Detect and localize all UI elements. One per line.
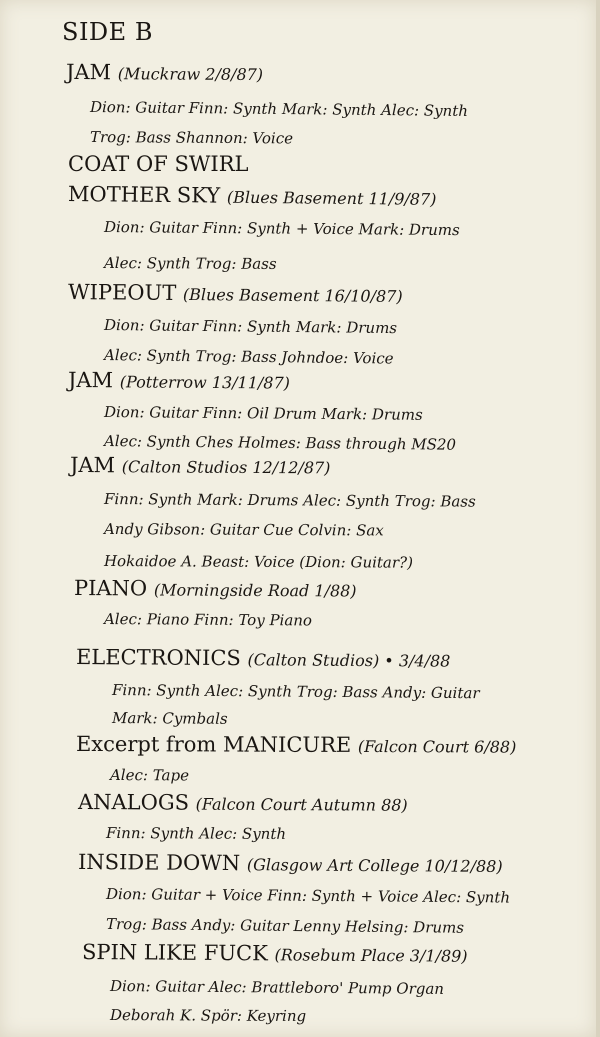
track-title (76, 732, 516, 758)
personnel-credits: Dion: Guitar Finn: Synth + Voice Mark: Drums (103, 218, 460, 240)
track-venue-date: (Rosebum Place 3/1/89) (274, 945, 468, 966)
track-title (68, 368, 290, 394)
personnel-credits: Alec: Synth Trog: Bass (103, 254, 277, 273)
track-venue-date: (Calton Studios 12/12/87) (121, 457, 331, 478)
track-venue-date: (Blues Basement 16/10/87) (182, 285, 403, 306)
track-title (66, 60, 263, 85)
personnel-credits: Dion: Guitar Finn: Synth Mark: Synth Alec: Synth (89, 98, 469, 120)
track-venue-date: (Glasgow Art College 10/12/88) (246, 855, 503, 876)
track-name: PIANO (73, 576, 148, 601)
track-name: MOTHER SKY (67, 182, 221, 208)
personnel-credits: Dion: Guitar Finn: Synth Mark: Drums (103, 316, 398, 338)
personnel-credits: Finn: Synth Alec: Synth (105, 824, 287, 843)
track-name: Excerpt from MANICURE (75, 732, 352, 757)
track-title (76, 645, 451, 672)
track-venue-date: (Morningside Road 1/88) (153, 580, 357, 601)
track-name: SPIN LIKE FUCK (81, 940, 268, 966)
personnel-credits: Alec: Synth Trog: Bass Johndoe: Voice (103, 346, 394, 368)
personnel-credits: Dion: Guitar Alec: Brattleboro' Pump Organ (109, 977, 445, 998)
track-title (68, 280, 403, 307)
personnel-credits: Dion: Guitar Finn: Oil Drum Mark: Drums (103, 403, 423, 424)
personnel-credits: Alec: Tape (109, 766, 190, 785)
personnel-credits: Mark: Cymbals (111, 709, 228, 728)
track-name: WIPEOUT (67, 280, 177, 305)
track-venue-date: (Blues Basement 11/9/87) (226, 187, 437, 209)
track-venue-date: (Falcon Court 6/88) (357, 736, 517, 757)
personnel-credits: Alec: Synth Ches Holmes: Bass through MS20 (103, 432, 457, 454)
track-name: JAM (67, 368, 114, 393)
track-title (82, 940, 468, 967)
track-name: ELECTRONICS (75, 645, 241, 671)
track-name: JAM (65, 60, 112, 85)
track-name: ANALOGS (77, 790, 190, 815)
personnel-credits: Finn: Synth Mark: Drums Alec: Synth Trog: Bass (103, 490, 476, 511)
track-title (74, 576, 357, 601)
track-title (78, 790, 408, 816)
track-title (68, 182, 437, 210)
track-venue-date: (Potterrow 13/11/87) (119, 372, 290, 393)
personnel-credits: Dion: Guitar + Voice Finn: Synth + Voice Alec: Synth (105, 885, 511, 907)
track-venue-date: (Falcon Court Autumn 88) (195, 794, 408, 815)
track-name: COAT OF SWIRL (68, 152, 249, 176)
personnel-credits: Hokaidoe A. Beast: Voice (Dion: Guitar?) (103, 552, 414, 572)
track-venue-date: (Calton Studios) • 3/4/88 (247, 650, 451, 671)
track-title (70, 453, 331, 478)
track-name: INSIDE DOWN (77, 850, 241, 876)
personnel-credits: Deborah K. Spör: Keyring (109, 1006, 307, 1026)
track-title (68, 152, 248, 176)
personnel-credits: Alec: Piano Finn: Toy Piano (103, 610, 313, 630)
track-name: JAM (69, 453, 116, 478)
side-heading: SIDE B (62, 18, 153, 46)
track-venue-date: (Muckraw 2/8/87) (117, 64, 264, 85)
personnel-credits: Trog: Bass Andy: Guitar Lenny Helsing: Drums (105, 915, 465, 937)
personnel-credits: Finn: Synth Alec: Synth Trog: Bass Andy: Guitar (111, 681, 480, 703)
track-title (78, 850, 503, 877)
personnel-credits: Andy Gibson: Guitar Cue Colvin: Sax (103, 520, 384, 540)
personnel-credits: Trog: Bass Shannon: Voice (89, 128, 294, 148)
